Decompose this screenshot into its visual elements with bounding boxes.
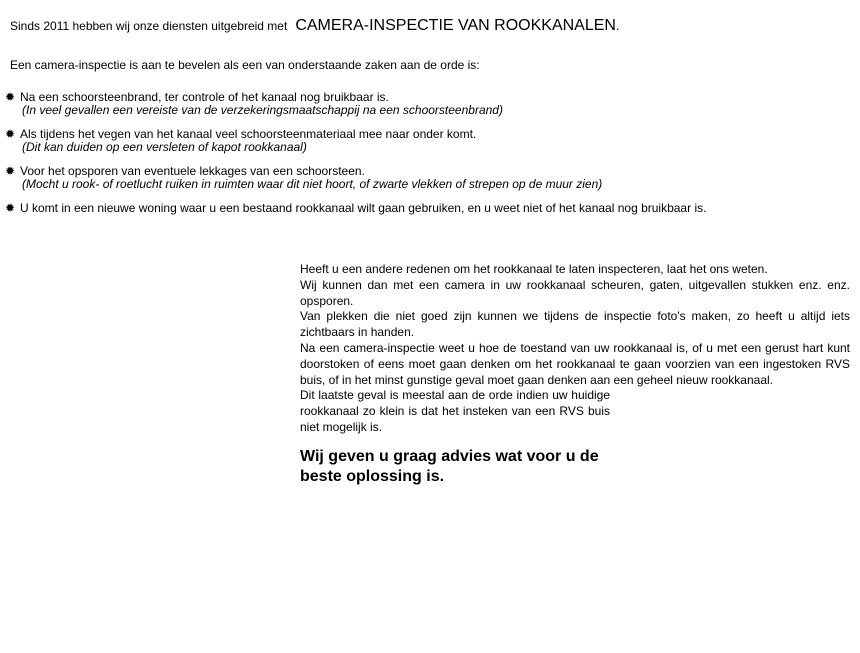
list-item-text: Voor het opsporen van eventuele lekkages van een schoorsteen.: [20, 164, 365, 178]
paragraph: Dit laatste geval is meestal aan de orde indien uw huidige rookkanaal zo klein is dat het insteken van een RVS buis niet mogelijk is.: [300, 388, 610, 434]
list-item-text: Als tijdens het vegen van het kanaal veel schoorsteenmateriaal mee naar onder komt.: [20, 127, 477, 141]
list-item: [5, 202, 855, 215]
list-item: [5, 165, 855, 191]
sun-star-icon: ✹: [5, 127, 16, 141]
intro-line: [10, 17, 619, 35]
headline-period: .: [615, 19, 620, 33]
paragraph: Van plekken die niet goed zijn kunnen we tijdens de inspectie foto's maken, zo heeft u altijd iets zichtbaars in handen.: [300, 309, 850, 340]
reasons-list: [5, 91, 855, 215]
page-headline: CAMERA-INSPECTIE VAN ROOKKANALEN: [295, 17, 616, 34]
list-item: [5, 91, 855, 117]
list-item-text: Na een schoorsteenbrand, ter controle of het kanaal nog bruikbaar is.: [20, 90, 389, 104]
sun-star-icon: ✹: [5, 164, 16, 178]
advice-callout: Wij geven u graag advies wat voor u de beste oplossing is.: [300, 447, 599, 485]
paragraph: Heeft u een andere redenen om het rookkanaal te laten inspecteren, laat het ons weten.: [300, 262, 768, 276]
sun-star-icon: ✹: [5, 201, 16, 215]
details-text-block: [300, 262, 850, 487]
sun-star-icon: ✹: [5, 90, 16, 104]
list-item-note: (Mocht u rook- of roetlucht ruiken in ruimten waar dit niet hoort, of zwarte vlekken of strepen op de muur zien): [22, 177, 603, 191]
paragraph: Na een camera-inspectie weet u hoe de toestand van uw rookkanaal is, of u met een gerust hart kunt doorstoken of eens moet gaan denken om het rookkanaal te gaan voorzien van een ingestoken RVS buis, of in het minst gunstige geval moet gaan denken aan een geheel nieuw rookkanaal.: [300, 340, 850, 387]
intro-text: Sinds 2011 hebben wij onze diensten uitgebreid met: [10, 19, 288, 33]
lead-text: Een camera-inspectie is aan te bevelen als een van onderstaande zaken aan de orde is:: [10, 58, 480, 72]
paragraph: Wij kunnen dan met een camera in uw rookkanaal scheuren, gaten, uitgevallen stukken enz. enz. opsporen.: [300, 277, 850, 308]
list-item: [5, 128, 855, 154]
list-item-note: (Dit kan duiden op een versleten of kapot rookkanaal): [22, 140, 307, 154]
list-item-text: U komt in een nieuwe woning waar u een bestaand rookkanaal wilt gaan gebruiken, en u weet niet of het kanaal nog bruikbaar is.: [20, 201, 707, 215]
list-item-note: (In veel gevallen een vereiste van de verzekeringsmaatschappij na een schoorsteenbrand): [22, 103, 503, 117]
